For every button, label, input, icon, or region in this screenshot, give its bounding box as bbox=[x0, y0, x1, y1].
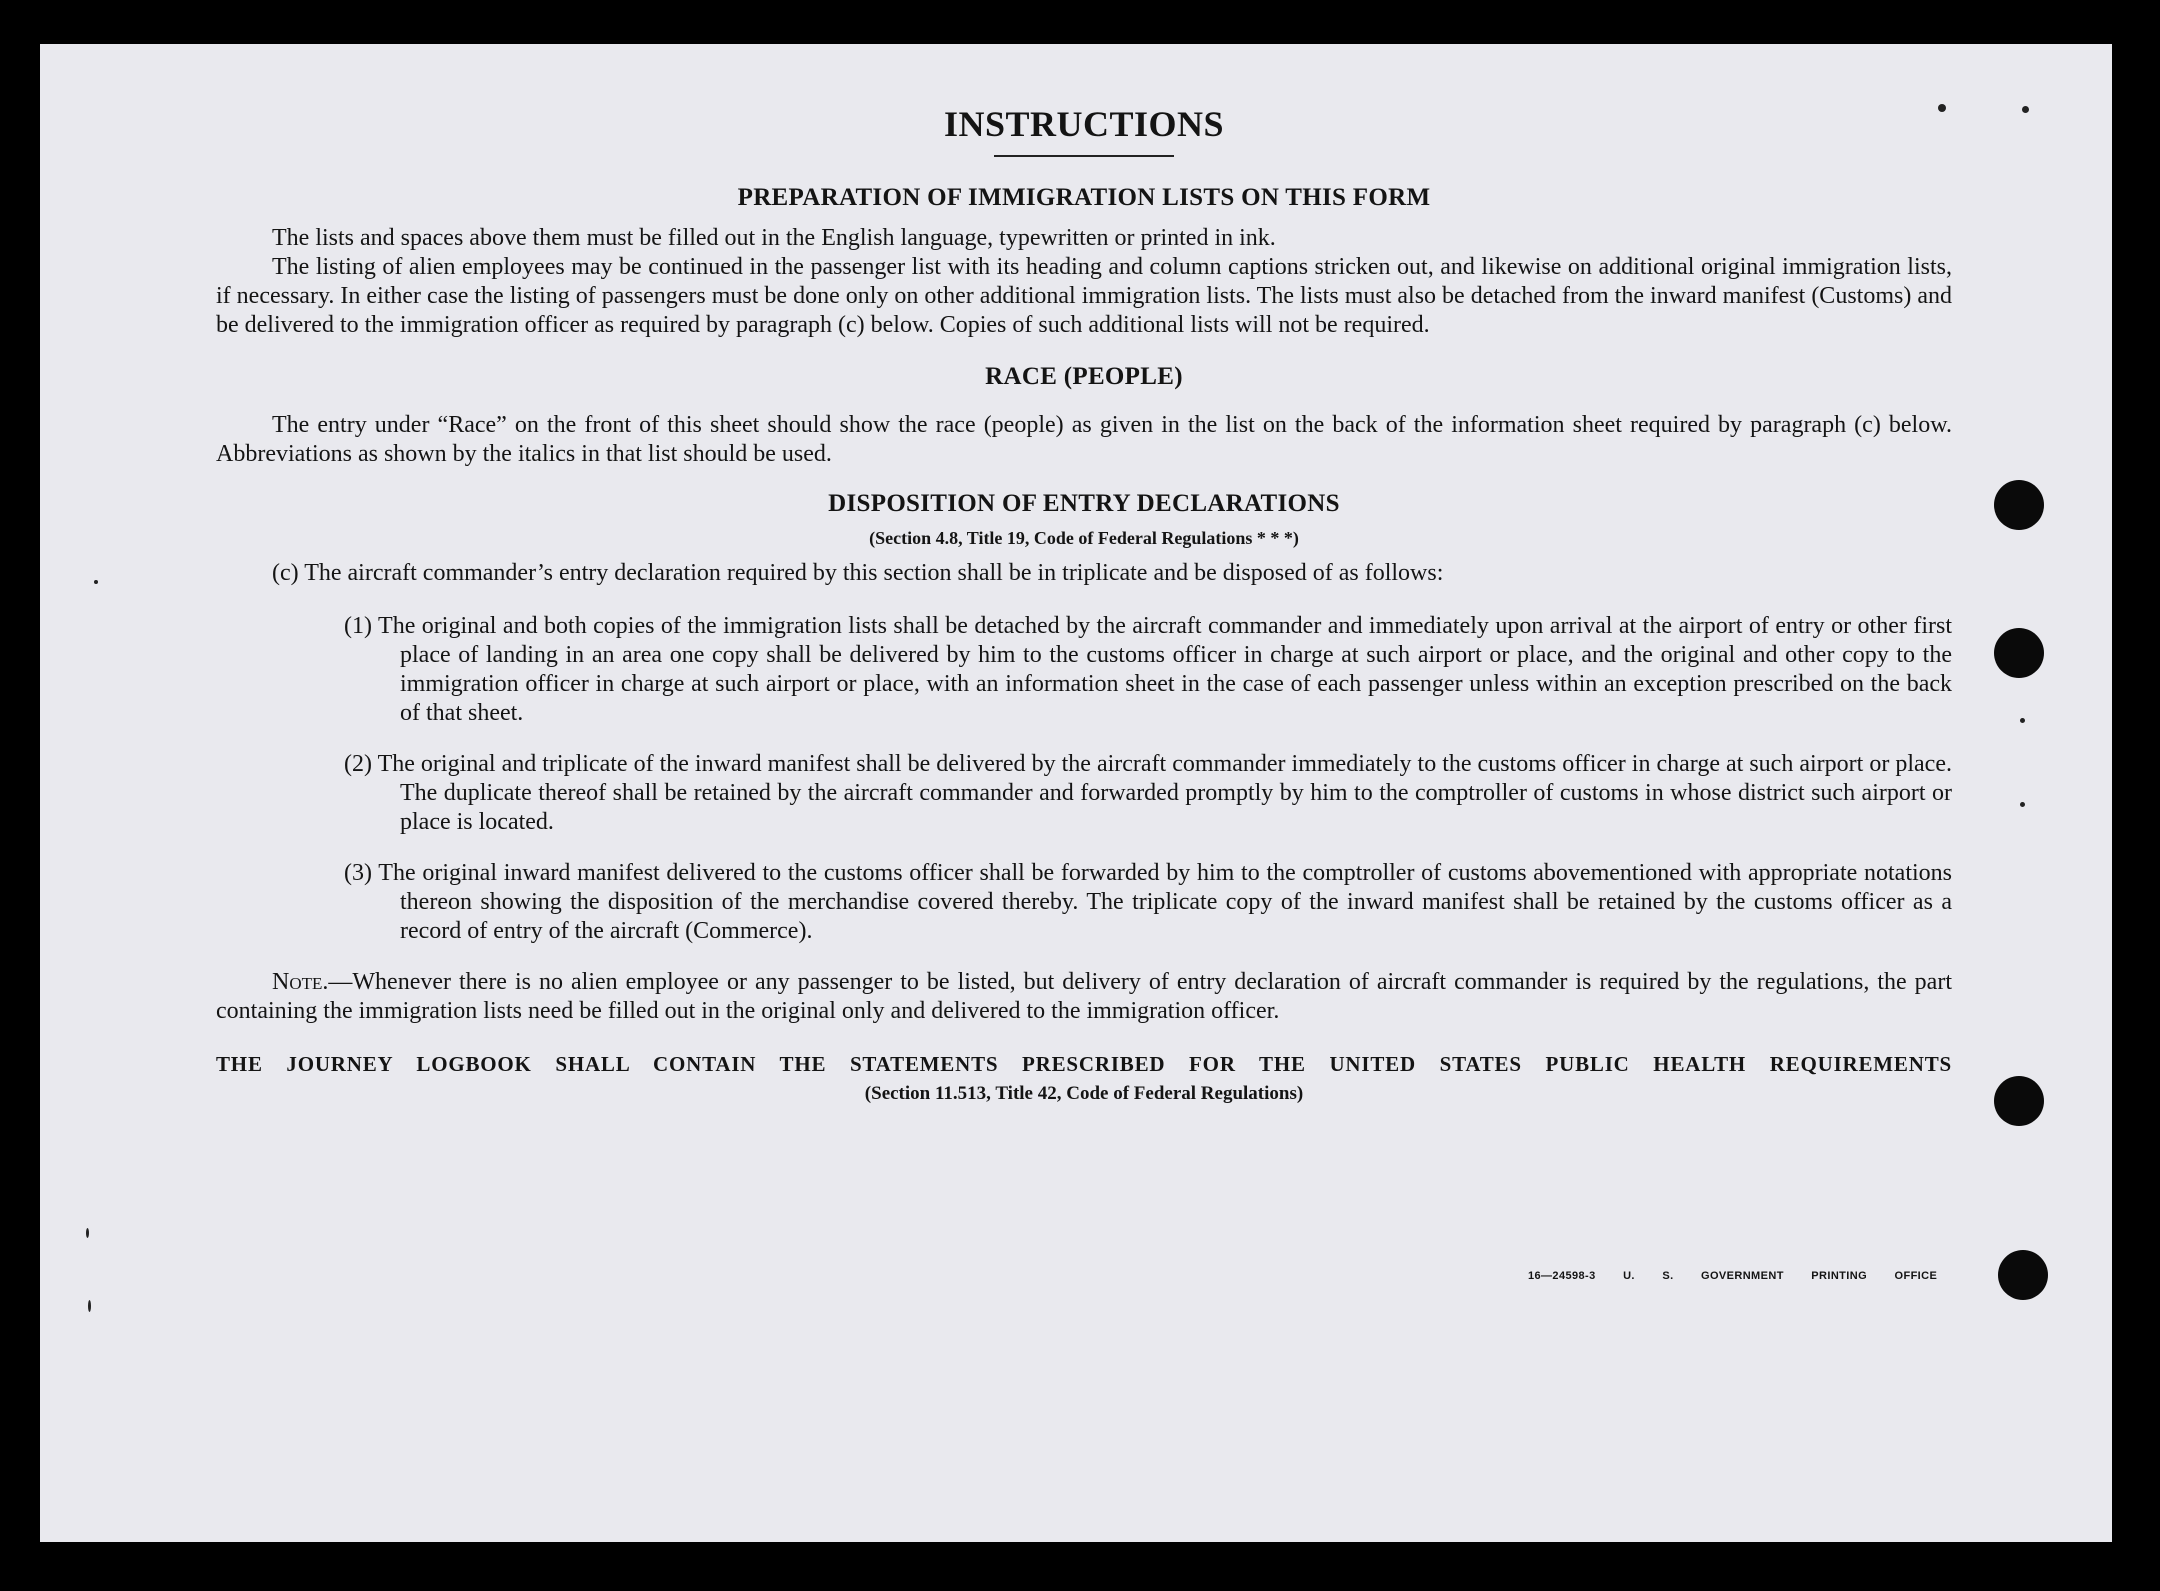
form-number: 16—24598-3 bbox=[1528, 1270, 1596, 1282]
list-item-3: (3) The original inward manifest delivered to the customs officer shall be forwarded by him to the comptroller of customs abovementioned with appropriate notations thereon showing the disposition of the merchandise covered thereby. The triplicate copy of the inward manifest shall be retained by the customs officer as a record of entry of the aircraft (Commerce). bbox=[344, 860, 1952, 944]
title-underline bbox=[994, 155, 1174, 157]
section-heading-disposition: DISPOSITION OF ENTRY DECLARATIONS bbox=[828, 490, 1340, 517]
page-title: INSTRUCTIONS bbox=[943, 104, 1225, 144]
punch-hole-4 bbox=[1998, 1250, 2048, 1300]
list-item-2: (2) The original and triplicate of the inward manifest shall be delivered by the aircraft commander immediately to the customs officer in charge at such airport or place. The duplicate thereof shall be retained by the aircraft commander and forwarded promptly by him to the comptroller of customs in whose district such airport or place is located. bbox=[344, 751, 1952, 835]
printer-imprint bbox=[1528, 1270, 1937, 1282]
section-heading-preparation: PREPARATION OF IMMIGRATION LISTS ON THIS FORM bbox=[737, 184, 1431, 211]
regulation-reference: (Section 4.8, Title 19, Code of Federal Regulations * * *) bbox=[869, 528, 1299, 548]
health-regulation-reference: (Section 11.513, Title 42, Code of Federal Regulations) bbox=[864, 1083, 1304, 1104]
paragraph-intro-c: (c) The aircraft commander’s entry declaration required by this section shall be in triplicate and be disposed of as follows: bbox=[272, 560, 1444, 586]
speck-mark bbox=[88, 1300, 91, 1312]
paragraph-language: The lists and spaces above them must be filled out in the English language, typewritten or printed in ink. bbox=[272, 225, 1276, 251]
health-requirements-statement: THE JOURNEY LOGBOOK SHALL CONTAIN THE STATEMENTS PRESCRIBED FOR THE UNITED STATES PUBLIC HEALTH REQUIREMENTS bbox=[216, 1052, 1952, 1076]
punch-hole-1 bbox=[1994, 480, 2044, 530]
document-page bbox=[40, 44, 2112, 1542]
speck-mark bbox=[86, 1228, 89, 1238]
speck-mark bbox=[94, 580, 98, 584]
paragraph-alien-employees: The listing of alien employees may be continued in the passenger list with its heading and column captions stricken out, and likewise on additional original immigration lists, if necessary. In either case the listing of passengers must be done only on other additional immigration lists. The lists must also be detached from the inward manifest (Customs) and be delivered to the immigration officer as required by paragraph (c) below. Copies of such additional lists will not be required. bbox=[216, 254, 1952, 338]
paragraph-note bbox=[216, 968, 1952, 1026]
list-item-text: The original and both copies of the immigration lists shall be detached by the aircraft commander and immediately upon arrival at the airport of entry or other first place of landing in an area one copy shall be delivered by him to the customs officer in charge at such airport or place, and the original and other copy to the immigration officer in charge at such airport or place, with an information sheet in the case of each passenger unless within an exception prescribed on the back of that sheet. bbox=[378, 613, 1952, 726]
punch-hole-3 bbox=[1994, 1076, 2044, 1126]
instructions-body bbox=[216, 104, 1952, 1108]
printer-name: U. S. GOVERNMENT PRINTING OFFICE bbox=[1623, 1270, 1938, 1282]
list-item-1: (1) The original and both copies of the immigration lists shall be detached by the aircraft commander and immediately upon arrival at the airport of entry or other first place of landing in an area one copy shall be delivered by him to the customs officer in charge at such airport or place, and the original and other copy to the immigration officer in charge at such airport or place, with an information sheet in the case of each passenger unless within an exception prescribed on the back of that sheet. bbox=[344, 613, 1952, 726]
speck-mark bbox=[2022, 106, 2029, 113]
speck-mark bbox=[2020, 802, 2025, 807]
paragraph-race: The entry under “Race” on the front of this sheet should show the race (people) as given in the list on the back of the information sheet required by paragraph (c) below. Abbreviations as shown by the italics in that list should be used. bbox=[216, 412, 1952, 467]
speck-mark bbox=[2020, 718, 2025, 723]
punch-hole-2 bbox=[1994, 628, 2044, 678]
section-heading-race: RACE (PEOPLE) bbox=[985, 363, 1183, 390]
list-item-text: The original inward manifest delivered to the customs officer shall be forwarded by him to the comptroller of customs abovementioned with appropriate notations thereon showing the disposition of the merchandise covered thereby. The triplicate copy of the inward manifest shall be retained by the customs officer as a record of entry of the aircraft (Commerce). bbox=[378, 860, 1952, 944]
note-text: —Whenever there is no alien employee or any passenger to be listed, but delivery of entry declaration of aircraft commander is required by the regulations, the part containing the immigration lists need be filled out in the original only and delivered to the immigration officer. bbox=[216, 969, 1952, 1024]
note-label: Note. bbox=[272, 969, 329, 995]
list-item-text: The original and triplicate of the inward manifest shall be delivered by the aircraft commander immediately to the customs officer in charge at such airport or place. The duplicate thereof shall be retained by the aircraft commander and forwarded promptly by him to the comptroller of customs in whose district such airport or place is located. bbox=[377, 751, 1952, 835]
